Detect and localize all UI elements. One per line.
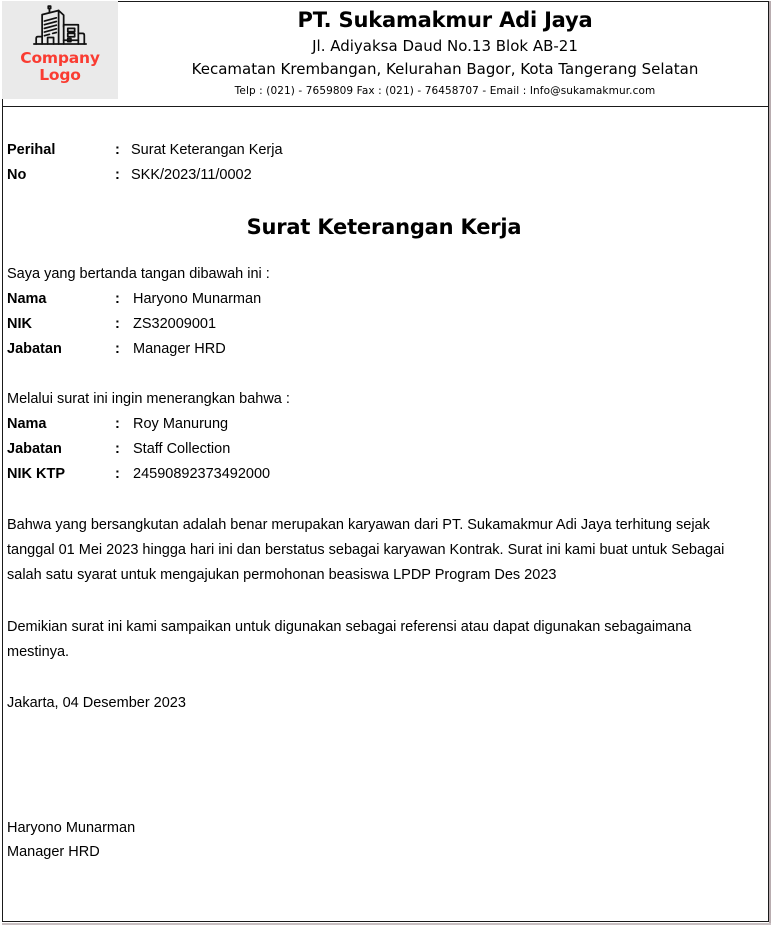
subject-label-jabatan: Jabatan xyxy=(7,441,62,457)
declarant-fields xyxy=(7,287,761,362)
subject-separator-nama: : xyxy=(115,416,120,432)
subject-fields xyxy=(7,412,761,487)
letter-meta xyxy=(7,138,761,188)
signatory-position: Manager HRD xyxy=(7,844,100,860)
company-address-line-2: Kecamatan Krembangan, Kelurahan Bagor, Kota Tangerang Selatan xyxy=(191,60,699,78)
subject-value-nama: Roy Manurung xyxy=(133,416,229,432)
signature-block xyxy=(7,816,761,864)
meta-value-perihal: Surat Keterangan Kerja xyxy=(131,142,283,158)
place-and-date: Jakarta, 04 Desember 2023 xyxy=(7,695,186,711)
page-frame-shadow-bottom xyxy=(2,923,771,925)
company-logo xyxy=(2,1,118,99)
declarant-row-nik xyxy=(7,312,761,337)
subject-separator-jabatan: : xyxy=(115,441,120,457)
company-name: PT. Sukamakmur Adi Jaya xyxy=(297,8,593,32)
subject-value-nik-ktp: 24590892373492000 xyxy=(133,466,271,482)
page-frame-shadow-right xyxy=(769,1,771,925)
meta-label-no: No xyxy=(7,167,27,183)
subject-label-nik-ktp: NIK KTP xyxy=(7,466,65,482)
body-paragraph-1: Bahwa yang bersangkutan adalah benar merupakan karyawan dari PT. Sukamakmur Adi Jaya terhitung sejak tanggal 01 Mei 2023 hingga hari ini dan berstatus sebagai karyawan Kontrak. Surat ini kami buat untuk Sebagai salah satu syarat untuk mengajukan permohonan beasiswa LPDP Program Des 2023 xyxy=(7,517,725,583)
office-building-icon xyxy=(30,5,90,49)
subject-label-nama: Nama xyxy=(7,416,47,432)
meta-label-perihal: Perihal xyxy=(7,142,56,158)
declarant-value-nik: ZS32009001 xyxy=(133,316,217,332)
letterhead xyxy=(2,1,769,107)
company-logo-text xyxy=(20,50,99,84)
declarant-value-nama: Haryono Munarman xyxy=(133,291,262,307)
document-title: Surat Keterangan Kerja xyxy=(246,215,522,239)
company-contact-line: Telp : (021) - 7659809 Fax : (021) - 76458707 - Email : Info@sukamakmur.com xyxy=(234,85,656,97)
subject-intro: Melalui surat ini ingin menerangkan bahwa : xyxy=(7,391,290,407)
body-paragraph-2: Demikian surat ini kami sampaikan untuk digunakan sebagai referensi atau dapat digunakan sebagaimana mestinya. xyxy=(7,619,692,660)
declarant-intro: Saya yang bertanda tangan dibawah ini : xyxy=(7,266,270,282)
meta-separator-no: : xyxy=(115,167,120,183)
document-body xyxy=(2,107,769,922)
subject-separator-nik-ktp: : xyxy=(115,466,120,482)
subject-value-jabatan: Staff Collection xyxy=(133,441,231,457)
company-logo-text-line2: Logo xyxy=(39,66,81,84)
declarant-row-nama xyxy=(7,287,761,312)
declarant-row-jabatan xyxy=(7,337,761,362)
meta-separator-perihal: : xyxy=(115,142,120,158)
declarant-separator-nama: : xyxy=(115,291,120,307)
declarant-label-jabatan: Jabatan xyxy=(7,341,62,357)
letterhead-text xyxy=(122,1,768,98)
meta-row-no xyxy=(7,163,761,188)
subject-row-jabatan xyxy=(7,437,761,462)
subject-row-nik-ktp xyxy=(7,462,761,487)
meta-value-no: SKK/2023/11/0002 xyxy=(131,167,252,183)
company-address-line-1: Jl. Adiyaksa Daud No.13 Blok AB-21 xyxy=(312,37,578,55)
company-logo-text-line1: Company xyxy=(20,49,100,67)
declarant-label-nama: Nama xyxy=(7,291,47,307)
declarant-value-jabatan: Manager HRD xyxy=(133,341,226,357)
declarant-label-nik: NIK xyxy=(7,316,32,332)
subject-row-nama xyxy=(7,412,761,437)
meta-row-perihal xyxy=(7,138,761,163)
declarant-separator-jabatan: : xyxy=(115,341,120,357)
declarant-separator-nik: : xyxy=(115,316,120,332)
signatory-name: Haryono Munarman xyxy=(7,820,136,836)
